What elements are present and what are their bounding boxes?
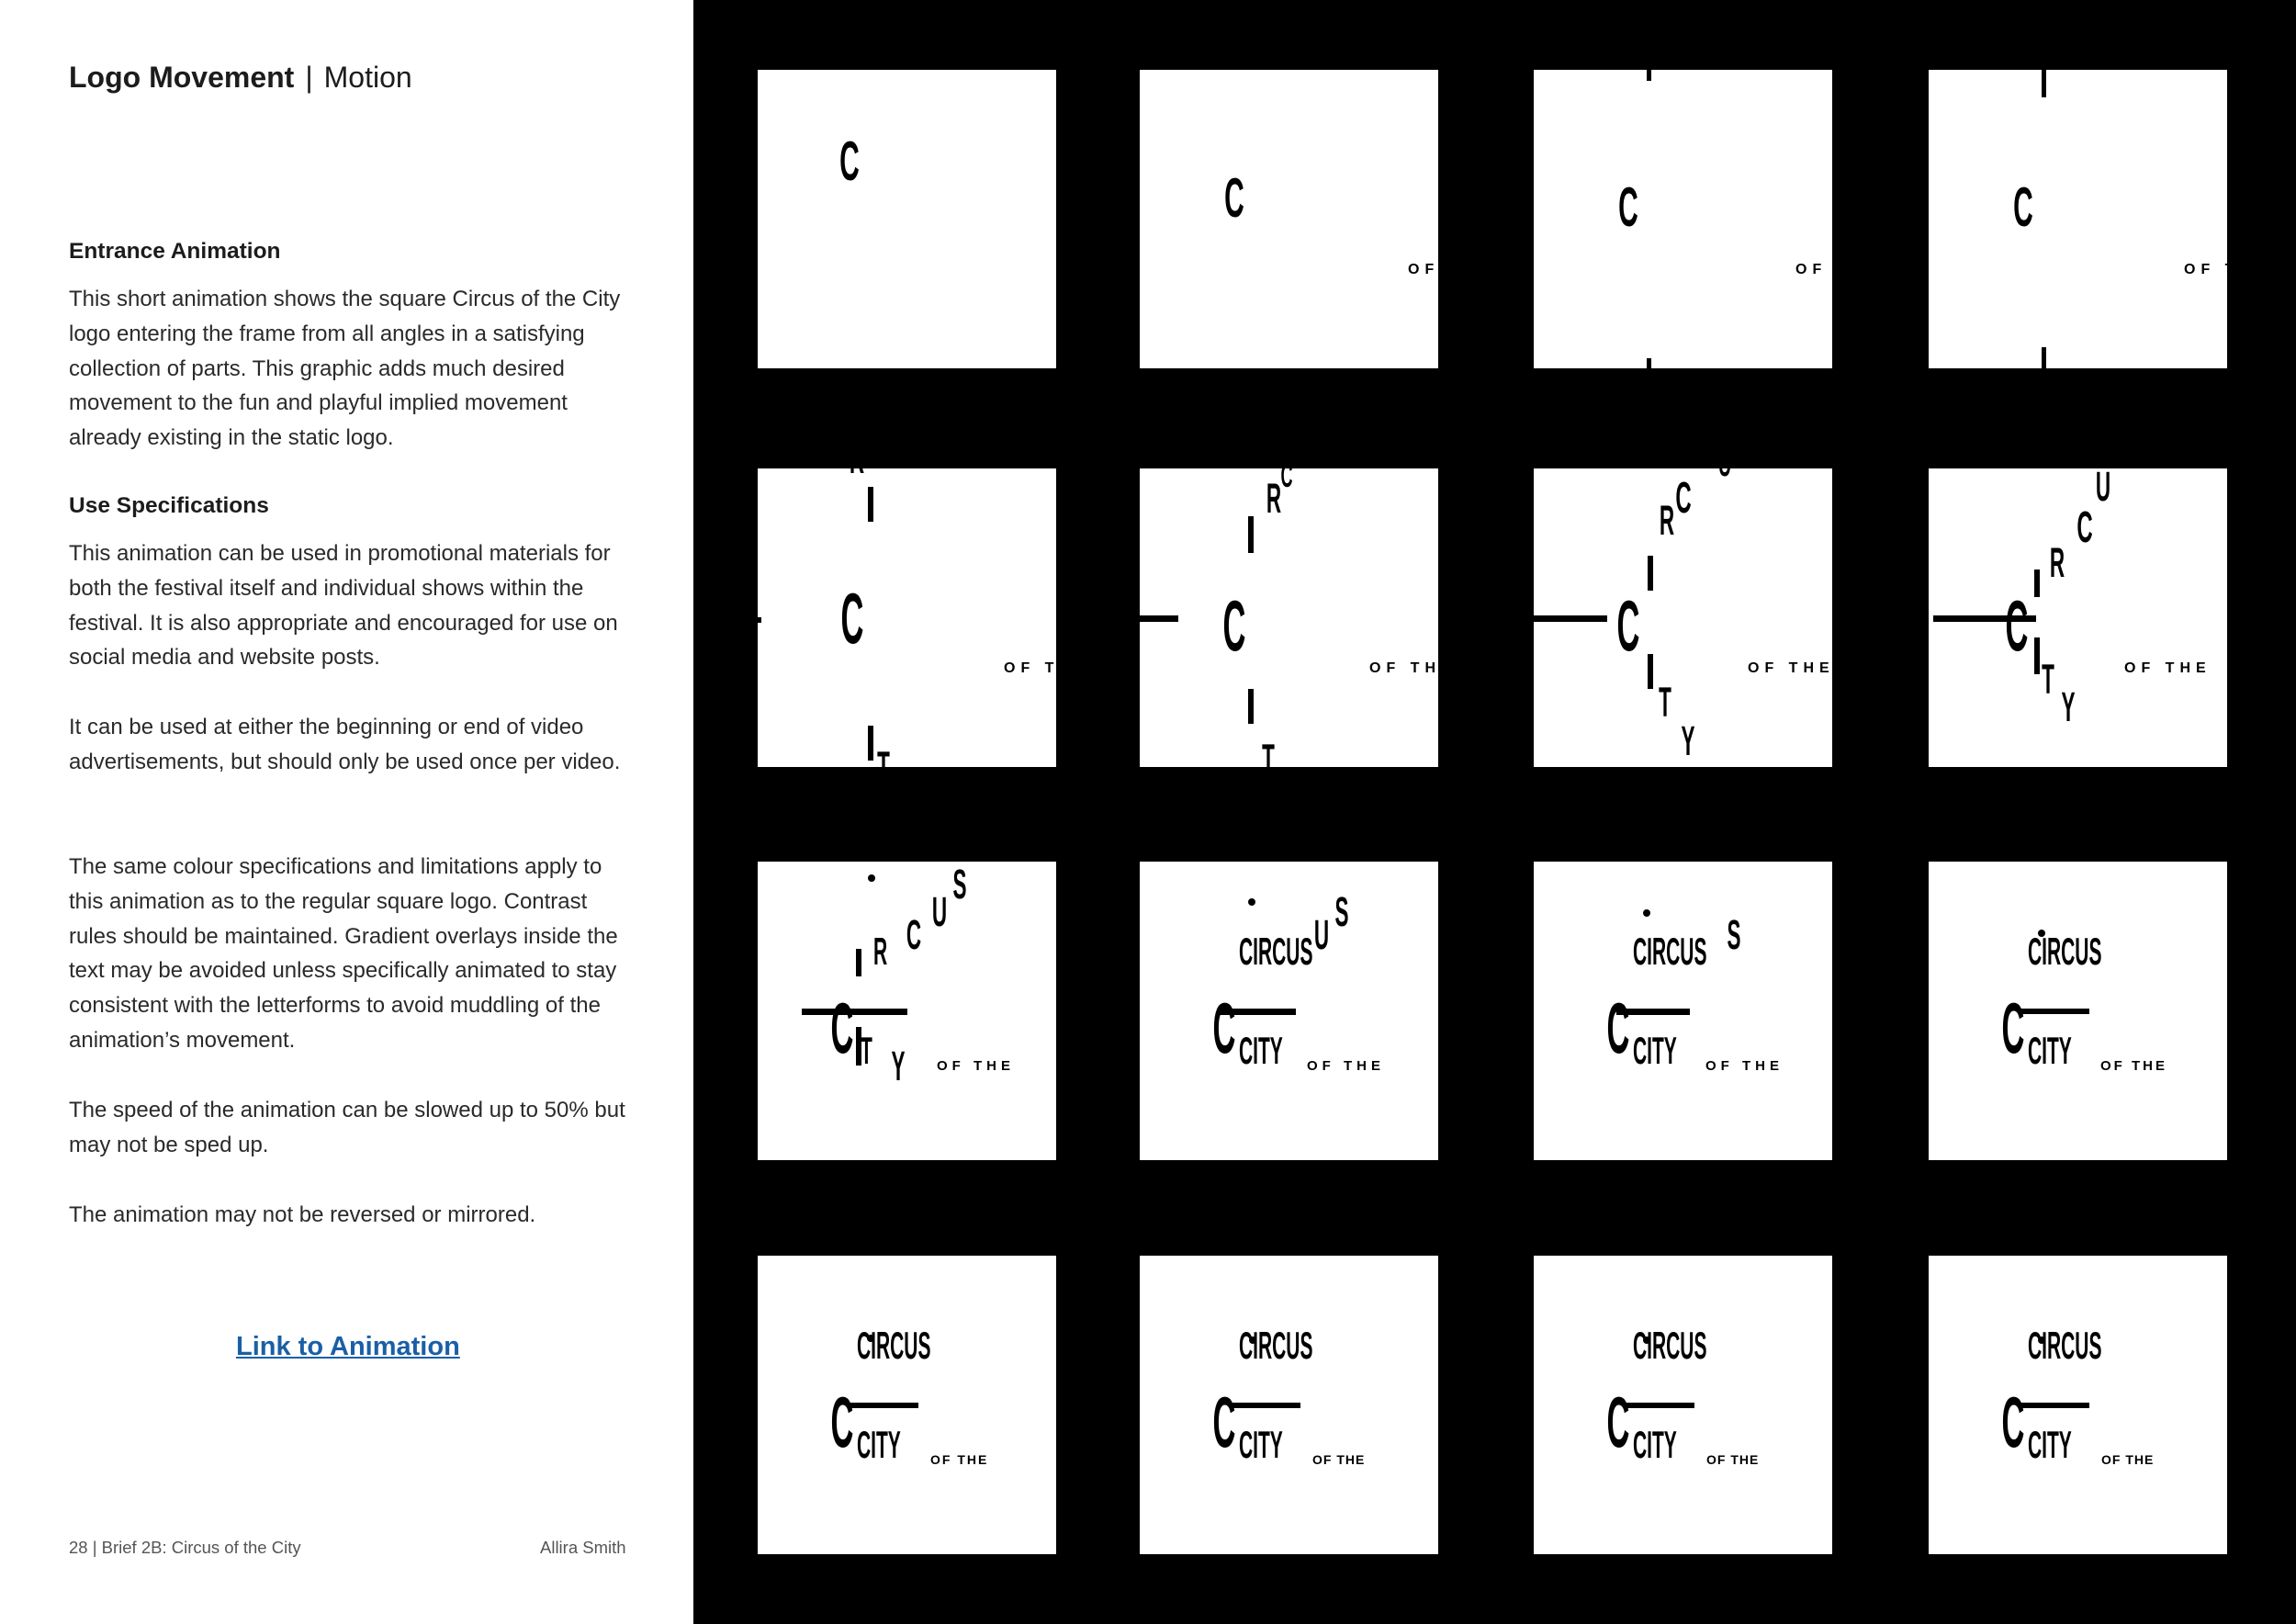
svg-text:OF THE: OF THE	[1748, 660, 1835, 676]
svg-text:OF THE: OF THE	[1408, 262, 1495, 277]
svg-text:R: R	[849, 435, 865, 483]
svg-text:C: C	[1618, 176, 1638, 239]
svg-text:R: R	[1266, 475, 1282, 523]
svg-text:OF THE: OF THE	[1307, 1058, 1385, 1074]
svg-text:C: C	[2077, 503, 2093, 553]
spec-paragraph-2: It can be used at either the beginning or end of video advertisements, but should only be used once per video.	[69, 715, 621, 774]
svg-text:S: S	[952, 861, 967, 908]
svg-text:R: R	[873, 930, 888, 975]
svg-text:CIRCUS: CIRCUS	[2028, 1325, 2102, 1369]
entrance-animation-heading: Entrance Animation	[69, 239, 281, 264]
svg-text:CIRCUS: CIRCUS	[2028, 930, 2102, 975]
svg-text:R: R	[2049, 539, 2065, 587]
svg-text:T: T	[877, 743, 890, 791]
svg-text:T: T	[2042, 656, 2054, 704]
svg-text:T: T	[1262, 736, 1275, 784]
svg-text:S: S	[1334, 888, 1349, 936]
svg-text:OF THE: OF THE	[1369, 660, 1457, 676]
spec-paragraph-5: The animation may not be reversed or mirrored.	[69, 1202, 536, 1227]
svg-text:OF THE: OF THE	[2101, 1452, 2155, 1467]
svg-text:C: C	[2001, 987, 2025, 1068]
svg-text:OF THE: OF THE	[1795, 262, 1883, 277]
svg-text:CIRCUS: CIRCUS	[1633, 1325, 1707, 1369]
animation-frame-11	[1534, 862, 1832, 1160]
svg-text:CITY: CITY	[857, 1424, 901, 1468]
animation-frame-4	[1929, 70, 2271, 368]
svg-text:S: S	[1727, 911, 1741, 959]
svg-text:C: C	[1224, 167, 1244, 230]
svg-text:C: C	[1675, 474, 1692, 524]
svg-text:CITY: CITY	[2028, 1424, 2072, 1468]
svg-text:C: C	[2001, 1381, 2025, 1462]
animation-frames-panel	[693, 0, 2296, 1624]
text-panel	[0, 0, 693, 1624]
svg-text:C: C	[830, 987, 854, 1068]
animation-frame-12	[1929, 862, 2227, 1160]
use-specifications-heading: Use Specifications	[69, 493, 269, 518]
animation-frame-9	[758, 862, 1056, 1160]
svg-text:C: C	[2013, 176, 2033, 239]
svg-text:CIRCUS: CIRCUS	[1633, 930, 1707, 975]
svg-text:C: C	[1212, 1381, 1236, 1462]
title-bold: Logo Movement	[69, 61, 295, 94]
svg-text:Y: Y	[1681, 717, 1695, 765]
svg-text:U: U	[2095, 463, 2111, 511]
svg-text:C: C	[1212, 987, 1236, 1068]
svg-text:Y: Y	[891, 1043, 906, 1090]
svg-text:OF THE: OF THE	[2100, 1058, 2167, 1074]
svg-text:CITY: CITY	[1239, 1030, 1283, 1074]
animation-frame-1	[758, 70, 1056, 368]
svg-text:C: C	[1606, 987, 1630, 1068]
title-separator: |	[305, 61, 313, 94]
svg-text:OF THE: OF THE	[1004, 660, 1091, 676]
footer-author: Allira Smith	[540, 1538, 626, 1557]
svg-text:R: R	[1659, 497, 1675, 545]
svg-text:U: U	[1313, 911, 1330, 959]
svg-text:C: C	[1222, 584, 1246, 666]
svg-text:C: C	[830, 1381, 854, 1462]
svg-text:C: C	[1616, 584, 1640, 666]
svg-text:OF THE: OF THE	[1312, 1452, 1366, 1467]
svg-text:OF THE: OF THE	[937, 1058, 1015, 1074]
svg-text:CITY: CITY	[1239, 1424, 1283, 1468]
svg-text:OF THE: OF THE	[2124, 660, 2212, 676]
animation-frame-8	[1929, 463, 2227, 767]
svg-text:CIRCUS: CIRCUS	[857, 1325, 931, 1369]
svg-text:U: U	[931, 888, 948, 936]
svg-text:C: C	[906, 911, 922, 959]
entrance-animation-paragraph: This short animation shows the square Circus of the City logo entering the frame from all angles in a satisfying collection of parts. This graphic adds much desired movement to the fun and playful implied movement already existing in the static logo.	[69, 287, 621, 451]
title-light: Motion	[323, 61, 412, 94]
svg-text:C: C	[1280, 457, 1293, 495]
animation-frame-16	[1929, 1256, 2227, 1554]
svg-text:CIRCUS: CIRCUS	[1239, 930, 1313, 975]
svg-text:T: T	[861, 1030, 872, 1074]
svg-text:C: C	[1606, 1381, 1630, 1462]
animation-frame-7	[1534, 443, 1835, 767]
svg-text:OF THE: OF THE	[2184, 262, 2271, 277]
animation-frame-13	[758, 1256, 1056, 1554]
animation-frame-14	[1140, 1256, 1438, 1554]
page-title	[69, 61, 412, 95]
svg-text:CITY: CITY	[1633, 1424, 1677, 1468]
animation-frame-5	[758, 435, 1091, 791]
animation-frame-2	[1140, 70, 1495, 368]
spec-paragraph-1: This animation can be used in promotional materials for both the festival itself and individual shows within the festival. It is also appropriate and encouraged for use on social media and website posts.	[69, 541, 618, 671]
svg-text:T: T	[1659, 679, 1671, 727]
svg-text:OF THE: OF THE	[930, 1452, 989, 1467]
svg-text:Y: Y	[2061, 683, 2076, 731]
animation-frame-3	[1534, 70, 1883, 368]
svg-text:C: C	[840, 577, 864, 659]
animation-frame-15	[1534, 1256, 1832, 1554]
animation-link[interactable]: Link to Animation	[236, 1332, 460, 1361]
svg-text:C: C	[2005, 584, 2029, 666]
svg-text:CIRCUS: CIRCUS	[1239, 1325, 1313, 1369]
animation-frame-10	[1140, 862, 1438, 1160]
svg-text:OF THE: OF THE	[1706, 1452, 1760, 1467]
svg-text:U: U	[1717, 443, 1732, 484]
svg-text:OF THE: OF THE	[1705, 1058, 1784, 1074]
svg-text:CITY: CITY	[1633, 1030, 1677, 1074]
footer-page-info: 28 | Brief 2B: Circus of the City	[69, 1538, 301, 1557]
spec-paragraph-3: The same colour specifications and limitations apply to this animation as to the regular square logo. Contrast rules should be maintained. Gradient overlays inside the text may be avoided unless specifically animated to stay consistent with the letterforms to avoid muddling of the animation’s movement.	[69, 854, 618, 1053]
spec-paragraph-4: The speed of the animation can be slowed up to 50% but may not be sped up.	[69, 1098, 625, 1157]
svg-text:C: C	[839, 130, 860, 193]
svg-text:CITY: CITY	[2028, 1030, 2072, 1074]
animation-frame-6	[1140, 457, 1457, 784]
